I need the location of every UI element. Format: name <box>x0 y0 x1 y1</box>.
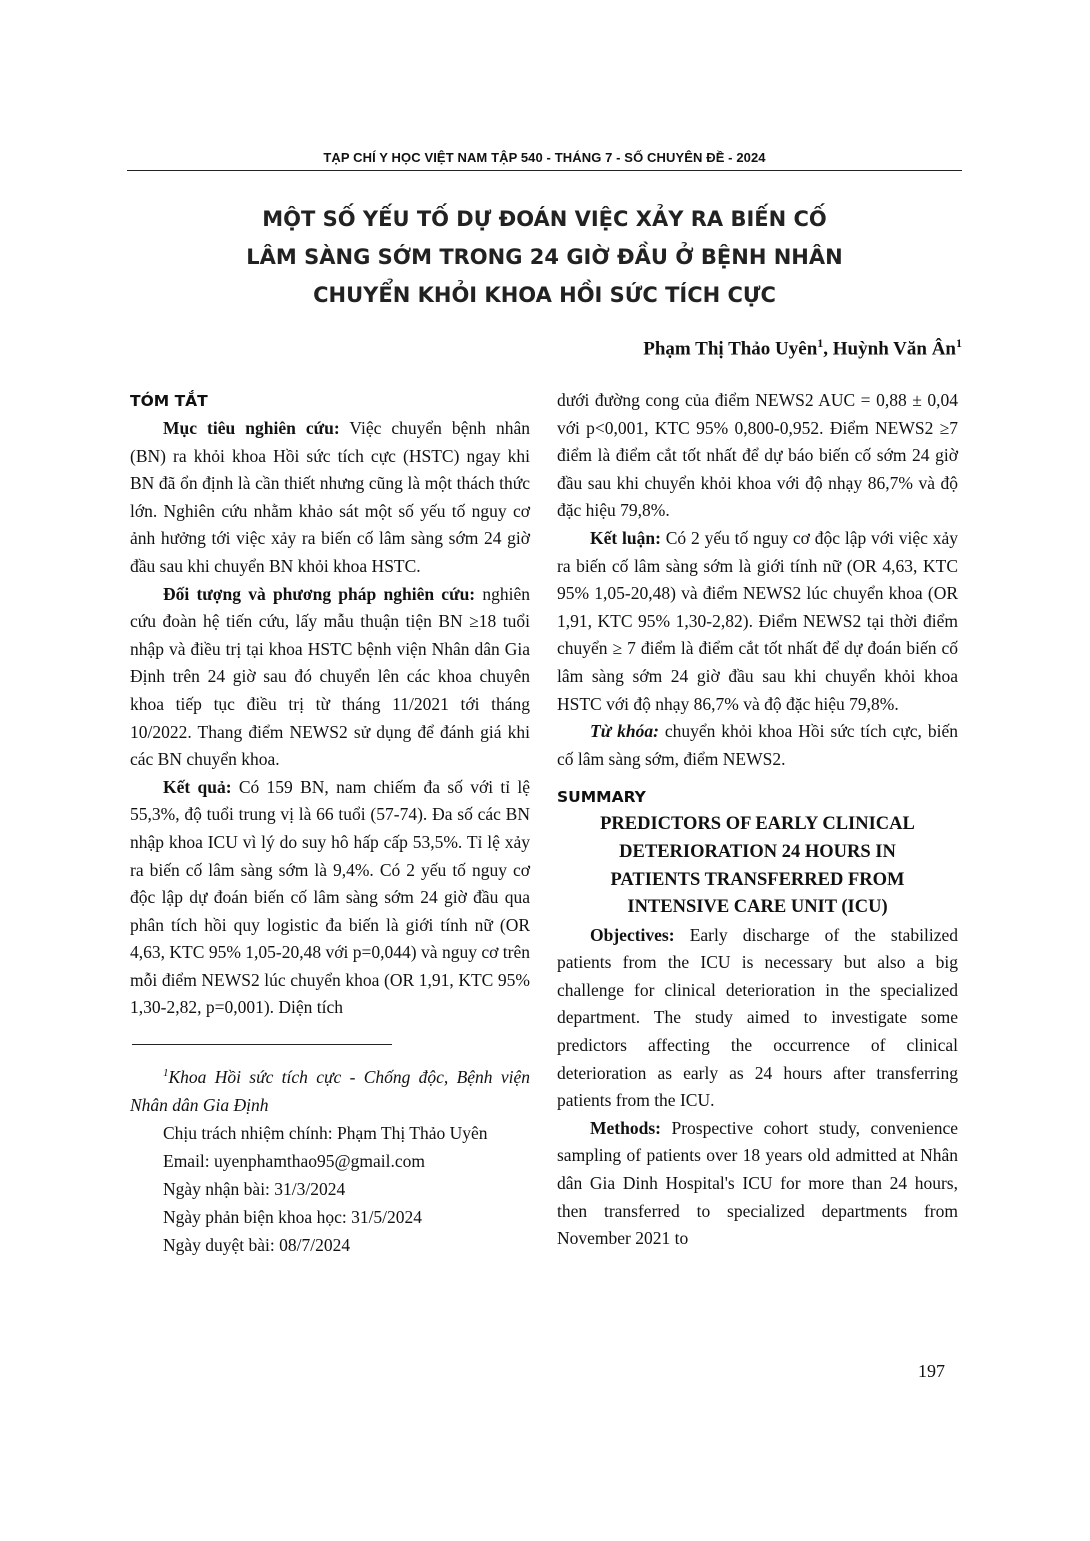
objective-text: Việc chuyển bệnh nhân (BN) ra khỏi khoa Hồi sức tích cực (HSTC) ngay khi BN đã ổn định là cần thiết nhưng cũng là một thách thức lớn. Nghiên cứu nhằm khảo sát một số yếu tố nguy cơ ảnh hưởng tới việc xảy ra biến cố lâm sàng sớm 24 giờ đầu sau khi chuyển BN khỏi khoa HSTC. <box>130 418 530 576</box>
right-column <box>557 387 958 1253</box>
english-title-line: DETERIORATION 24 HOURS IN <box>619 841 896 862</box>
methods-text: nghiên cứu đoàn hệ tiến cứu, lấy mẫu thuận tiện BN ≥18 tuổi nhập và điều trị tại khoa HSTC bệnh viện Nhân dân Gia Định trên 24 giờ sau đó chuyển lên các khoa chuyên khoa tiếp tục điều trị từ tháng 11/2021 tới tháng 10/2022. Thang điểm NEWS2 sử dụng để đánh giá khi các BN chuyển khoa. <box>130 583 530 770</box>
summary-methods <box>557 1115 958 1253</box>
abstract-results <box>130 774 530 1022</box>
header-rule <box>127 170 962 171</box>
title-line: CHUYỂN KHỎI KHOA HỒI SỨC TÍCH CỰC <box>313 283 776 307</box>
left-column <box>130 388 530 1259</box>
title-line: MỘT SỐ YẾU TỐ DỰ ĐOÁN VIỆC XẢY RA BIẾN CỐ <box>262 207 827 231</box>
article-title <box>127 200 962 314</box>
page-number: 197 <box>918 1361 945 1381</box>
summary-methods-label: Methods: <box>590 1117 661 1138</box>
conclusion-text: Có 2 yếu tố nguy cơ độc lập với việc xảy ra biến cố lâm sàng sớm là giới tính nữ (OR 4,63, KTC 95% 1,05-20,48) và điểm NEWS2 lúc chuyển khoa (OR 1,91, KTC 95% 1,30-2,82). Điểm NEWS2 tại thời điểm chuyển ≥ 7 điểm là điểm cắt tốt nhất để dự đoán biến cố lâm sàng sớm 24 giờ đầu sau khi chuyển khỏi khoa HSTC với độ nhạy 86,7% và độ đặc hiệu 79,8%. <box>557 527 958 714</box>
english-title-line: PREDICTORS OF EARLY CLINICAL <box>600 814 915 835</box>
abstract-keywords <box>557 718 958 773</box>
footnote-email: Email: uyenphamthao95@gmail.com <box>163 1150 426 1171</box>
author-name: Huỳnh Văn Ân <box>832 338 956 360</box>
keywords-text: chuyển khỏi khoa Hồi sức tích cực, biến cố lâm sàng sớm, điểm NEWS2. <box>557 721 958 769</box>
footnote-reviewed: Ngày phản biện khoa học: 31/5/2024 <box>163 1206 423 1227</box>
results-label: Kết quả: <box>163 776 232 797</box>
english-title-line: INTENSIVE CARE UNIT (ICU) <box>627 897 888 918</box>
summary-methods-text: Prospective cohort study, convenience sampling of patients over 18 years old admitted at Nhân dân Gia Dinh Hospital's ICU for more than 24 hours, then transferred to specialized departments from November 2021 to <box>557 1117 958 1249</box>
keywords-label: Từ khóa: <box>590 721 659 742</box>
summary-heading: SUMMARY <box>557 788 646 807</box>
author-separator: , <box>823 338 833 360</box>
affiliation-text: Khoa Hồi sức tích cực - Chống độc, Bệnh viện Nhân dân Gia Định <box>130 1066 530 1115</box>
abstract-objective <box>130 415 530 581</box>
footnote-corresponding: Chịu trách nhiệm chính: Phạm Thị Thảo Uyên <box>163 1122 488 1143</box>
author-name: Phạm Thị Thảo Uyên <box>643 338 818 360</box>
footnote-accepted: Ngày duyệt bài: 08/7/2024 <box>163 1234 351 1255</box>
footnote-affiliation <box>130 1059 530 1119</box>
objectives-label: Objectives: <box>590 924 675 945</box>
english-title-line: PATIENTS TRANSFERRED FROM <box>610 869 905 890</box>
footnote-mark: 1 <box>163 1067 169 1080</box>
footnote-received: Ngày nhận bài: 31/3/2024 <box>163 1178 346 1199</box>
english-title <box>557 811 958 921</box>
results-text: Có 159 BN, nam chiếm đa số với tỉ lệ 55,3%, độ tuổi trung vị là 66 tuổi (57-74). Đa số các BN nhập khoa ICU vì lý do suy hô hấp cấp 53,5%. Tỉ lệ xảy ra biến cố lâm sàng sớm là 9,4%. Có 2 yếu tố nguy cơ độc lập dự đoán biến cố lâm sàng sớm 24 giờ đầu qua phân tích hồi quy logistic đa biến là giới tính nữ (OR 4,63, KTC 95% 1,05-20,48 với p=0,044) và nguy cơ trên mỗi điểm NEWS2 lúc chuyển khoa (OR 1,91, KTC 95% 1,30-2,82, p=0,001). Diện tích <box>130 776 531 1018</box>
affiliation-mark: 1 <box>956 336 962 350</box>
summary-objectives <box>557 922 958 1115</box>
abstract-heading: TÓM TẮT <box>130 392 208 410</box>
conclusion-label: Kết luận: <box>590 527 661 548</box>
results-continued: dưới đường cong của điểm NEWS2 AUC = 0,88 ± 0,04 với p<0,001, KTC 95% 0,800-0,952. Điểm NEWS2 ≥7 điểm là điểm cắt tốt nhất để dự báo biến cố sớm 24 giờ đầu sau khi chuyển khỏi khoa với độ nhạy 86,7% và độ đặc hiệu 79,8%. <box>557 390 958 521</box>
abstract-conclusion <box>557 525 958 718</box>
affiliation-mark: 1 <box>817 336 824 350</box>
footnote-rule <box>132 1044 392 1045</box>
objectives-text: Early discharge of the stabilized patients from the ICU is necessary but also a big challenge for clinical deterioration in the specialized department. The study aimed to investigate some predictors affecting the occurrence of clinical deterioration as early as 24 hours after transferring patients from the ICU. <box>557 924 958 1111</box>
author-list <box>643 336 962 360</box>
methods-label: Đối tượng và phương pháp nghiên cứu: <box>163 583 476 604</box>
objective-label: Mục tiêu nghiên cứu: <box>163 418 340 438</box>
journal-header: TẠP CHÍ Y HỌC VIỆT NAM TẬP 540 - THÁNG 7 - SỐ CHUYÊN ĐỀ - 2024 <box>323 150 766 165</box>
title-line: LÂM SÀNG SỚM TRONG 24 GIỜ ĐẦU Ở BỆNH NHÂN <box>246 245 843 269</box>
abstract-methods <box>130 581 530 774</box>
